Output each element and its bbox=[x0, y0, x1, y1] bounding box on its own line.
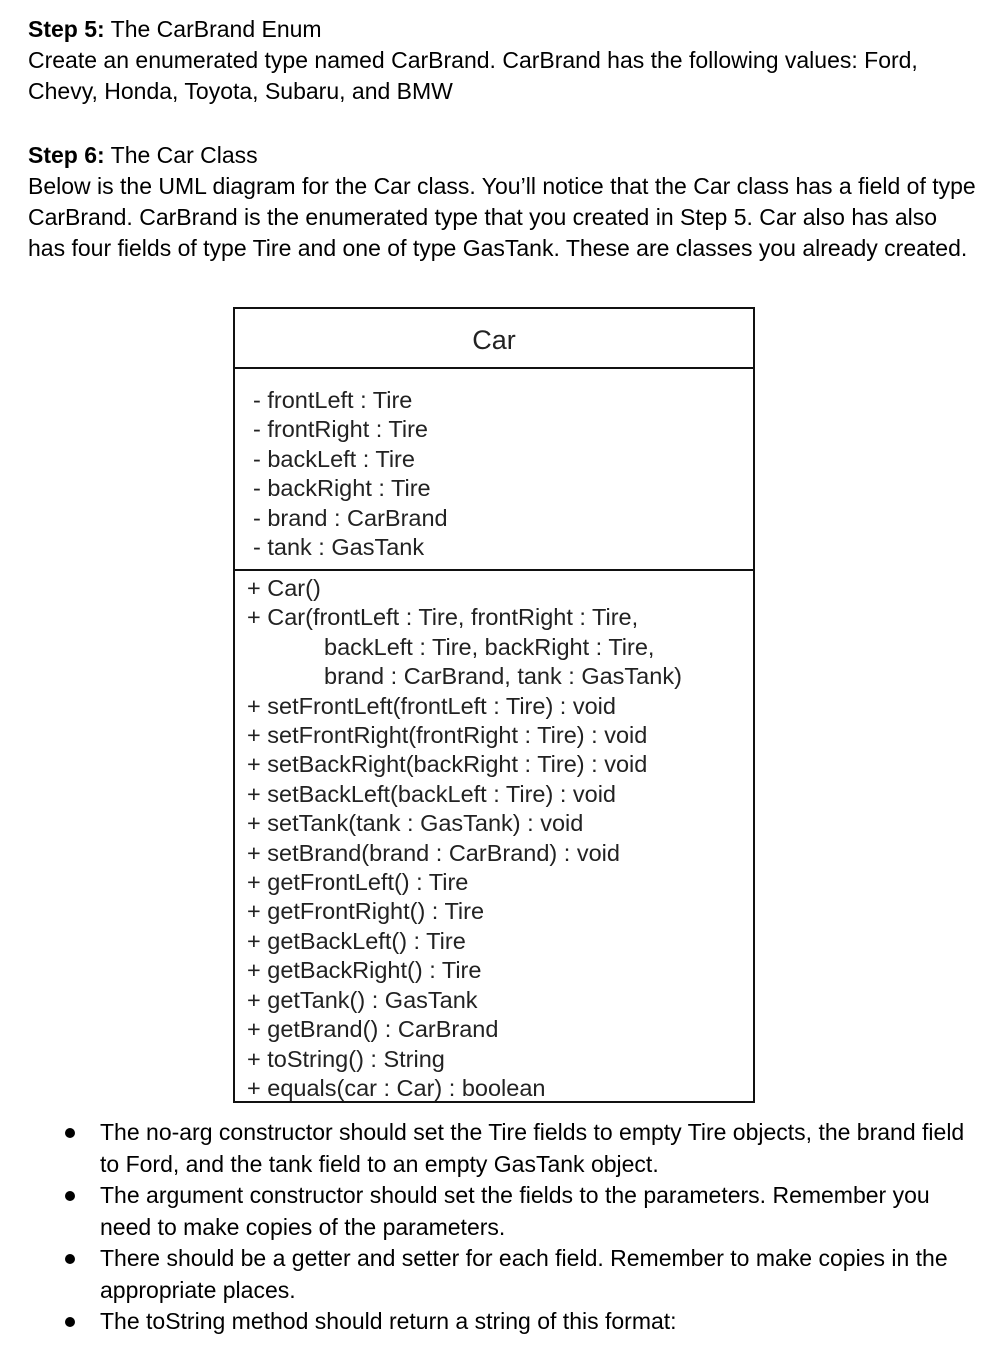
bullet-icon bbox=[65, 1317, 75, 1327]
uml-method: + getFrontLeft() : Tire bbox=[247, 869, 469, 896]
requirements-list bbox=[60, 1117, 965, 1338]
uml-method: + Car(frontLeft : Tire, frontRight : Tire, bbox=[247, 604, 639, 631]
uml-field: - tank : GasTank bbox=[253, 534, 425, 561]
uml-method: + setFrontLeft(frontLeft : Tire) : void bbox=[247, 692, 616, 719]
step5-title: The CarBrand Enum bbox=[104, 16, 322, 42]
uml-class-name: Car bbox=[235, 309, 753, 369]
list-item bbox=[60, 1117, 965, 1180]
uml-field: - brand : CarBrand bbox=[253, 504, 448, 531]
uml-method: + getTank() : GasTank bbox=[247, 986, 478, 1013]
uml-method: + setFrontRight(frontRight : Tire) : void bbox=[247, 722, 648, 749]
uml-method: + setTank(tank : GasTank) : void bbox=[247, 810, 584, 837]
uml-method: + getBackRight() : Tire bbox=[247, 957, 482, 984]
uml-methods-section bbox=[235, 571, 753, 1103]
uml-method: + toString() : String bbox=[247, 1045, 445, 1072]
uml-method: + setBrand(brand : CarBrand) : void bbox=[247, 839, 620, 866]
list-item-text: The toString method should return a string of this format: bbox=[100, 1308, 677, 1334]
uml-method: + equals(car : Car) : boolean bbox=[247, 1074, 546, 1101]
step6-title: The Car Class bbox=[104, 142, 258, 168]
bullet-icon bbox=[65, 1128, 75, 1138]
step6-label: Step 6: bbox=[28, 142, 105, 168]
list-item bbox=[60, 1180, 965, 1243]
document-body bbox=[28, 14, 978, 264]
uml-method-continuation: brand : CarBrand, tank : GasTank) bbox=[324, 663, 682, 690]
uml-method: + getBackLeft() : Tire bbox=[247, 927, 466, 954]
step6-heading bbox=[28, 140, 978, 171]
uml-method: + Car() bbox=[247, 575, 321, 601]
uml-field: - backRight : Tire bbox=[253, 475, 431, 502]
list-item-text: The argument constructor should set the fields to the parameters. Remember you need to make copies of the parameters. bbox=[100, 1182, 930, 1240]
uml-class-diagram bbox=[233, 307, 755, 1103]
uml-method-continuation: backLeft : Tire, backRight : Tire, bbox=[324, 633, 655, 660]
list-item bbox=[60, 1306, 965, 1338]
step5-label: Step 5: bbox=[28, 16, 105, 42]
uml-method: + setBackRight(backRight : Tire) : void bbox=[247, 751, 648, 778]
uml-field: - backLeft : Tire bbox=[253, 445, 415, 472]
bullet-icon bbox=[65, 1254, 75, 1264]
uml-field: - frontRight : Tire bbox=[253, 416, 428, 443]
bullet-icon bbox=[65, 1191, 75, 1201]
list-item-text: The no-arg constructor should set the Tire fields to empty Tire objects, the brand field to Ford, and the tank field to an empty GasTank object. bbox=[100, 1119, 965, 1177]
step5-heading bbox=[28, 14, 978, 45]
list-item bbox=[60, 1243, 965, 1306]
uml-method: + getFrontRight() : Tire bbox=[247, 898, 485, 925]
list-item-text: There should be a getter and setter for each field. Remember to make copies in the appropriate places. bbox=[100, 1245, 948, 1303]
uml-method: + getBrand() : CarBrand bbox=[247, 1016, 499, 1043]
uml-field: - frontLeft : Tire bbox=[253, 387, 413, 413]
step5-body: Create an enumerated type named CarBrand. CarBrand has the following values: Ford, Chevy, Honda, Toyota, Subaru, and BMW bbox=[28, 47, 918, 104]
uml-fields-section bbox=[235, 369, 753, 571]
uml-method: + setBackLeft(backLeft : Tire) : void bbox=[247, 780, 616, 807]
step6-body: Below is the UML diagram for the Car class. You’ll notice that the Car class has a field of type CarBrand. CarBrand is the enumerated type that you created in Step 5. Car also has also has four fields of type Tire and one of type GasTank. These are classes you already created. bbox=[28, 173, 976, 261]
